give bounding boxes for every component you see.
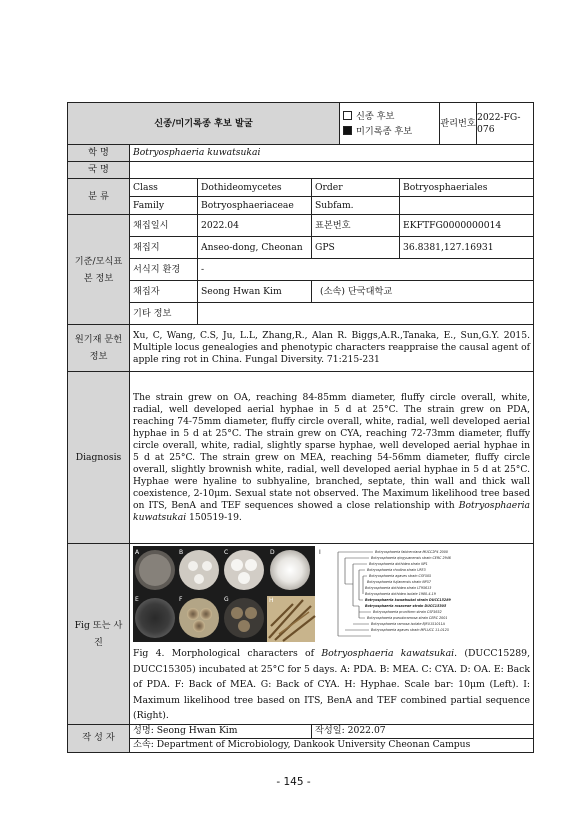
tree-taxon: Botryosphaeria dothidea isolate 1980-4-19 [365,592,436,596]
option-unrecorded-species[interactable] [343,124,436,139]
other-info-value [198,303,534,325]
tree-taxon: Botryosphaeria ramosa isolate BJFU151011A [371,622,445,626]
panel-letter-a: A [135,549,140,556]
tree-taxon: Botryosphaeria dothidea strain LT95613 [365,586,432,590]
diagnosis-text [130,372,534,544]
class-label: Class [130,179,198,197]
subfamily-value [400,197,534,215]
habitat-value: - [198,259,534,281]
classification-label: 분 류 [68,179,130,215]
order-value: Botryosphaeriales [400,179,534,197]
author-affiliation: 소속: Department of Microbiology, Dankook University Cheonan Campus [130,738,534,752]
panel-letter-i: I [319,549,321,556]
tree-taxon: Botryosphaeria pruniform strain CSF5652 [373,610,442,614]
habitat-label: 서식지 환경 [130,259,198,281]
management-number-cell [440,103,534,145]
gps-value: 36.8381,127.16931 [400,237,534,259]
management-number-label: 관리번호 [440,103,477,144]
option-new-label: 신종 후보 [356,110,395,122]
scientific-name-value: Botryosphaeria kuwatsukai [130,145,534,162]
diagnosis-species: Botryosphaeria kuwatsukai [133,499,531,523]
panel-letter-c: C [224,549,229,556]
specimen-number-label: 표본번호 [312,215,400,237]
tree-taxon: Botryosphaeria fabicerciana MUCC2P4 2000 [375,550,448,554]
tree-taxon-highlight: Botryosphaeria kuwatsukai strain DUCC15289 [365,598,451,602]
panel-letter-f: F [179,596,183,603]
collection-site-label: 채집지 [130,237,198,259]
korean-name-value [130,162,534,179]
scientific-name-label: 학 명 [68,145,130,162]
candidate-type-options [340,103,440,145]
order-label: Order [312,179,400,197]
type-specimen-label: 기준/모식표본 정보 [68,215,130,325]
collector-label: 채집자 [130,281,198,303]
checkbox-empty-icon[interactable] [343,111,352,120]
phylogenetic-tree [319,549,451,636]
tree-taxon: Botryosphaeria agaves strain CSF505 [369,574,432,578]
panel-letter-h: H [269,597,274,604]
panel-letter-e: E [135,596,139,603]
subfamily-label: Subfam. [312,197,400,215]
panel-letter-d: D [270,549,275,556]
gps-label: GPS [312,237,400,259]
species-discovery-form [67,102,534,753]
collection-site-value: Anseo-dong, Cheonan [198,237,312,259]
author-label: 작 성 자 [68,724,130,752]
literature-label: 원기재 문헌 정보 [68,325,130,372]
class-value: Dothideomycetes [198,179,312,197]
author-name: 성명: Seong Hwan Kim [130,724,312,738]
option-new-species[interactable] [343,109,436,124]
management-number-value: 2022-FG-076 [477,111,521,135]
family-label: Family [130,197,198,215]
figure-label: Fig 또는 사진 [68,544,130,725]
family-value: Botryosphaeriaceae [198,197,312,215]
collection-date-value: 2022.04 [198,215,312,237]
figure-image [133,546,530,642]
caption-species: Botryosphaeria kawatsukai. [321,648,458,659]
diagnosis-main: The strain grew on OA, reaching 84-85mm diameter, fluffy circle overall, white, radial, well developed aerial hyphae in 5 d at 25°C. The strain grew on PDA, reaching 74-75mm diameter, fluffy circle overall, white, radial, well developed aerial hyphae in 5 d at 25°C. The strain grew on CYA, reaching 72-73mm diameter, fluffy circle overall, white, radial, slightly sparse hyphae, well developed aerial hyphae in 5 d at 25°C. The strain grew on MEA, reaching 54-56mm diameter, fluffy circle overall, slightly brownish white, radial, well developed aerial hyphae in 5 d at 25°C. Hyphae were hyaline to subhyaline, branched, septate, thin wall and thick wall coexistence, 2-10μm. Sexual state not observed. The Maximum likelihood tree based on ITS, BenA and TEF sequences showed a close relationship with [133,391,531,511]
caption-post: (DUCC15289, DUCC15305) incubated at 25°C for 5 days. A: PDA. B: MEA. C: CYA. D: OA. E: Back of PDA. F: Back of MEA. G: Back of CYA. H: Hyphae. Scale bar: 10μm (Left). I: Maximum likelihood tree based on ITS, BenA and TEF combined partial sequence (Right). [133,648,531,721]
page-number: - 145 - [276,776,311,788]
specimen-number-value: EKFTFG0000000014 [400,215,534,237]
figure-caption [133,646,530,724]
literature-value: Xu, C, Wang, C.S, Ju, L.L, Zhang,R., Alan R. Biggs,A.R.,Tanaka, E., Sun,G.Y. 2015. Multiple locus genealogies and phenotypic characters reappraise the causal agent of apple ring rot in China. Fungal Diversity. 71:215-231 [130,325,534,372]
tree-taxon: Botryosphaeria rhodina strain UFE3 [367,568,426,572]
diagnosis-tail: 150519-19. [186,511,242,523]
other-info-label: 기타 정보 [130,303,198,325]
tree-taxon: Botryosphaeria dothidea strain NP1 [369,562,428,566]
author-date: 작성일: 2022.07 [312,724,534,738]
tree-taxon: Botryosphaeria pseudoramosa strain CERC 2001 [367,616,448,620]
tree-taxon-highlight: Botryosphaeria rosaceae strain DUCC15305 [365,604,447,608]
tree-taxon: Botryosphaeria qingyuanensis strain CERC 2946 [371,556,451,560]
collector-value: Seong Hwan Kim [198,281,312,303]
plate-e [135,598,175,638]
diagnosis-label: Diagnosis [68,372,130,544]
panel-letter-b: B [179,549,184,556]
collector-affiliation: (소속) 단국대학교 [312,281,534,303]
tree-taxon: Botryosphaeria agaves strain MFLUCC 11-0125 [371,628,449,632]
collection-date-label: 채집일시 [130,215,198,237]
tree-taxon: Botryosphaeria fujianensis strain NP57 [367,580,431,584]
checkbox-checked-icon[interactable] [343,126,352,135]
korean-name-label: 국 명 [68,162,130,179]
caption-pre: Fig 4. Morphological characters of [133,648,322,659]
plate-d [270,550,310,590]
panel-letter-g: G [224,596,229,603]
option-unrecorded-label: 미기록종 후보 [356,125,413,137]
figure-panels [133,546,530,642]
form-title: 신종/미기록종 후보 발굴 [68,103,340,145]
figure-cell [130,544,534,725]
